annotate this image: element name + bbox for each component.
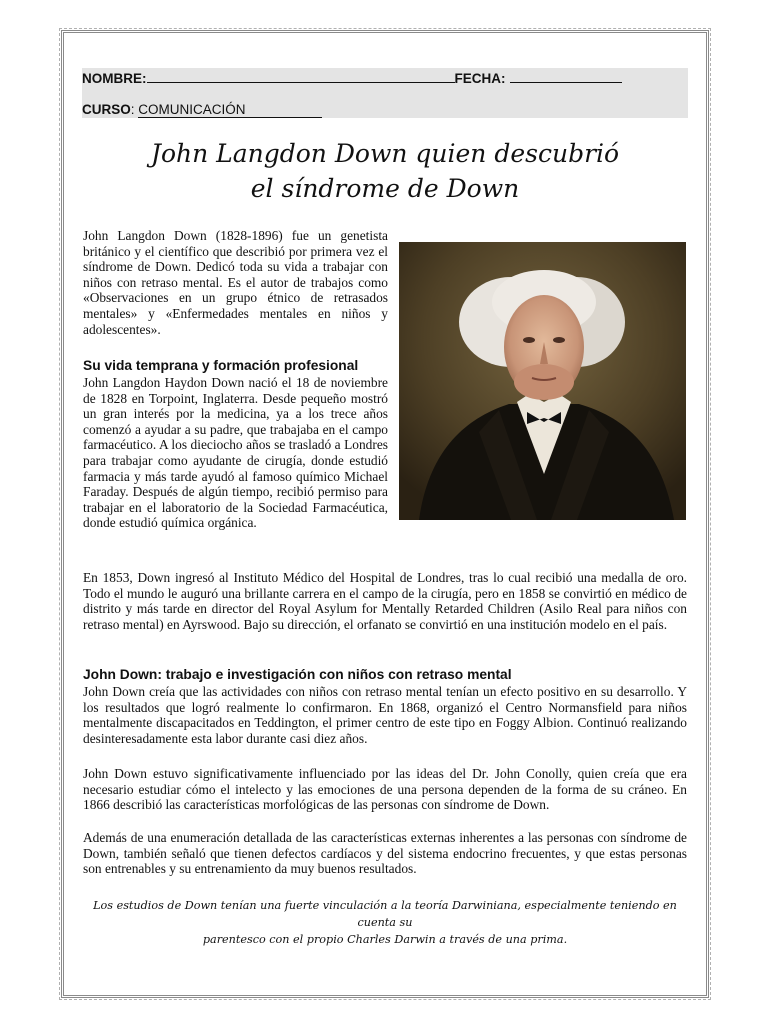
name-date-row — [82, 70, 622, 86]
section-1-heading: Su vida temprana y formación profesional — [83, 358, 359, 373]
portrait-illustration — [399, 242, 686, 520]
title-line-1: John Langdon Down quien descubrió — [150, 139, 620, 168]
date-label: FECHA: — [454, 71, 506, 86]
section-2-heading: John Down: trabajo e investigación con niños con retraso mental — [83, 667, 512, 682]
document-title — [82, 136, 688, 206]
section-1-body: John Langdon Haydon Down nació el 18 de noviembre de 1828 en Torpoint, Inglaterra. Desde pequeño mostró un gran interés por la medicina, ya a los trece años comenzó a ayudar a su padre, que trabajaba en el campo farmacéutico. A los dieciocho años se trasladó a Londres para trabajar como ayudante de cirugía, donde estudió farmacia y más tarde ayudó al famoso químico Michael Faraday. Después de algún tiempo, recibió permiso para trabajar en el laboratorio de la Sociedad Farmacéutica, donde estudió química orgánica. — [83, 375, 388, 531]
title-line-2: el síndrome de Down — [250, 174, 520, 203]
paragraph-1853: En 1853, Down ingresó al Instituto Médico del Hospital de Londres, tras lo cual recibió una medalla de oro. Todo el mundo le auguró una brillante carrera en el campo de la cirugía, pero en 1858 se convirtió en médico de distrito y más tarde en director del Royal Asylum for Mentally Retarded Children (Asilo Real para niños con retraso mental) en Ayrswood. Bajo su dirección, el orfanato se convirtió en una institución modelo en el país. — [83, 570, 687, 632]
name-label: NOMBRE: — [82, 71, 147, 86]
course-value: COMUNICACIÓN — [138, 102, 321, 118]
paragraph-enumeration: Además de una enumeración detallada de las características externas inherentes a las personas con síndrome de Down, también señaló que tienen defectos cardíacos y del sistema endocrino frecuentes, y que estas personas son entrenables y su entrenamiento da muy buenos resultados. — [83, 830, 687, 877]
date-field[interactable] — [510, 70, 622, 83]
student-header — [82, 68, 688, 118]
closing-line-2: parentesco con el propio Charles Darwin a través de una prima. — [202, 933, 568, 946]
course-row: CURSO: COMUNICACIÓN — [82, 102, 322, 118]
course-label: CURSO — [82, 102, 131, 117]
paragraph-influence: John Down estuvo significativamente influenciado por las ideas del Dr. John Conolly, quien creía que era necesario estudiar cómo el intelecto y las emociones de una persona dependen de la forma de su cráneo. En 1866 describió las características morfológicas de las personas con síndrome de Down. — [83, 766, 687, 813]
section-2-body: John Down creía que las actividades con niños con retraso mental tenían un efecto positivo en su desarrollo. Y los resultados que logró realmente lo confirmaron. En 1868, organizó el Centro Normansfield para niños mentalmente discapacitados en Teddington, el primer centro de este tipo en Foggy Albion. Continuó realizando desinteresadamente esta labor durante casi diez años. — [83, 684, 687, 746]
closing-line-1: Los estudios de Down tenían una fuerte vinculación a la teoría Darwiniana, especialmente teniendo en cuenta su — [93, 899, 677, 929]
closing-note — [83, 897, 687, 948]
name-field[interactable] — [147, 70, 455, 83]
intro-paragraph: John Langdon Down (1828-1896) fue un genetista británico y el científico que describió por primera vez el síndrome de Down. Dedicó toda su vida a trabajar con niños con retraso mental. Es el autor de trabajos como «Observaciones en un grupo étnico de retrasados mentales» y «Enfermedades mentales en niños y adolescentes». — [83, 228, 388, 337]
portrait-photo — [399, 242, 686, 520]
